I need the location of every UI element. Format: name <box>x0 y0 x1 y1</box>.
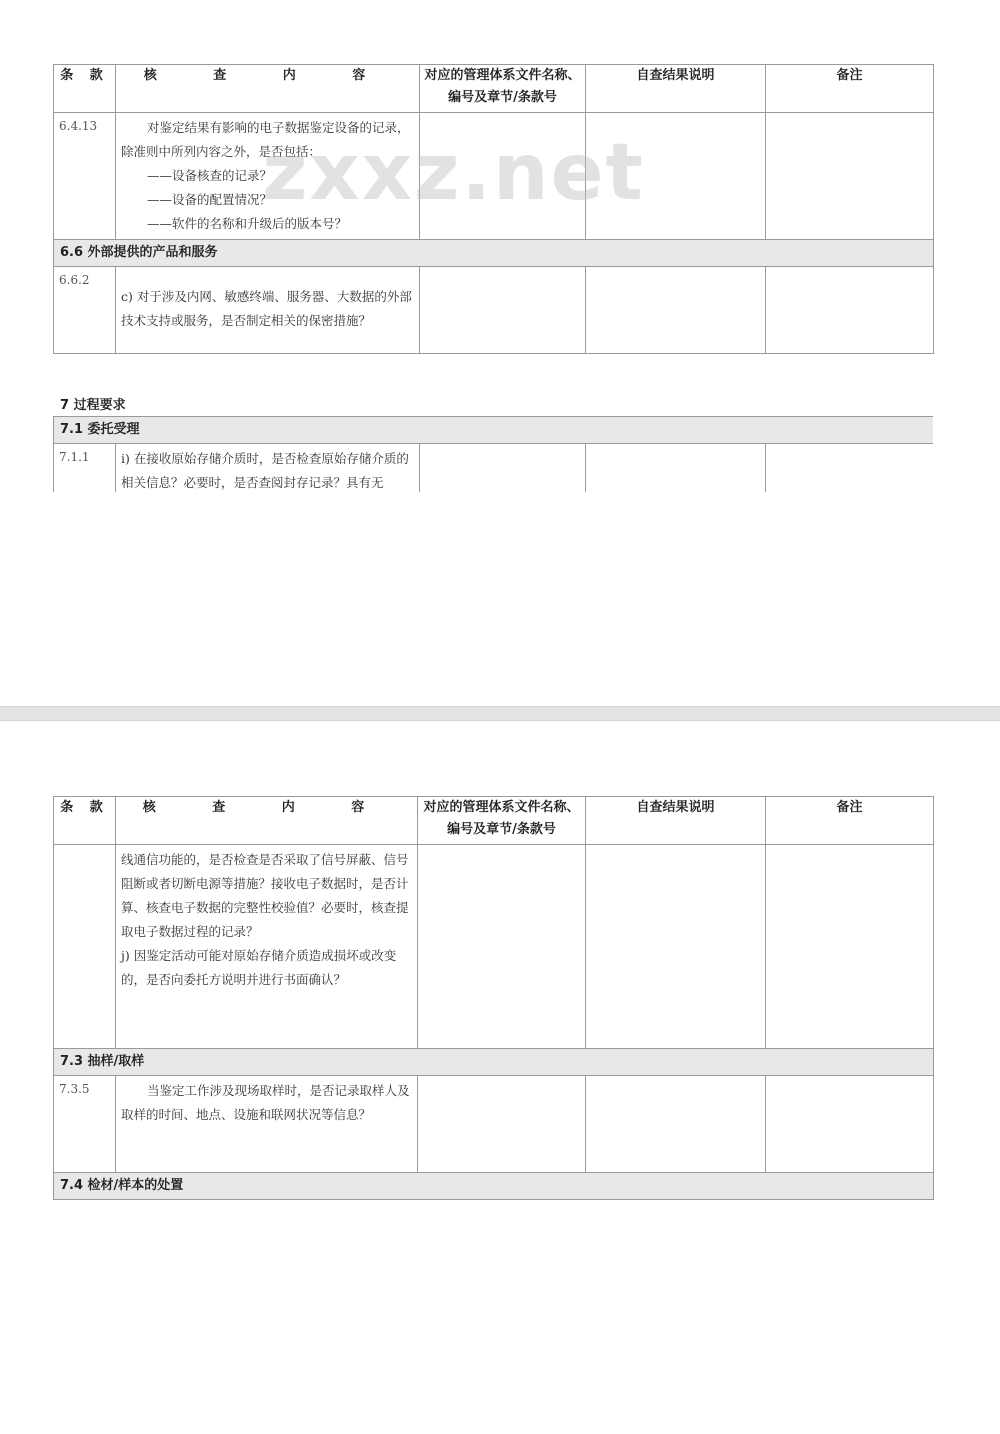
header-content: 核 查 内 容 <box>116 797 418 845</box>
document-page-1 <box>0 0 1000 706</box>
header-doc-ref-line2: 编号及章节/条款号 <box>448 90 557 105</box>
remark-cell[interactable] <box>766 444 934 493</box>
result-cell[interactable] <box>586 444 766 493</box>
check-content <box>116 444 420 493</box>
doc-ref-cell[interactable] <box>418 845 586 1049</box>
clause-number: 6.6.2 <box>54 267 116 354</box>
section-title: 6.6 外部提供的产品和服务 <box>54 240 934 267</box>
header-result: 自查结果说明 <box>586 797 766 845</box>
header-doc-ref <box>418 797 586 845</box>
doc-ref-cell[interactable] <box>420 113 586 240</box>
header-content: 核 查 内 容 <box>116 65 420 113</box>
watermark: zxxz.net <box>262 128 645 218</box>
header-clause: 条 款 <box>54 797 116 845</box>
remark-cell[interactable] <box>766 845 934 1049</box>
header-doc-ref-line2: 编号及章节/条款号 <box>447 822 556 837</box>
content-text: 线通信功能的，是否检查是否采取了信号屏蔽、信号阻断或者切断电源等措施？接收电子数据时，是否计算、核查电子数据的完整性校验值？必要时，核查提取电子数据过程的记录？ <box>121 852 409 939</box>
header-remark: 备注 <box>766 797 934 845</box>
clause-number: 7.1.1 <box>54 444 116 493</box>
table-fragment <box>53 416 933 492</box>
doc-ref-cell[interactable] <box>420 444 586 493</box>
result-cell[interactable] <box>586 267 766 354</box>
section-row <box>54 417 934 444</box>
header-remark: 备注 <box>766 65 934 113</box>
section-heading: 7 过程要求 <box>60 398 126 413</box>
section-row <box>54 1049 934 1076</box>
result-cell[interactable] <box>586 845 766 1049</box>
clause-number: 7.3.5 <box>54 1076 116 1173</box>
section-title: 7.3 抽样/取样 <box>54 1049 934 1076</box>
check-content <box>116 1076 418 1173</box>
checklist-table-page2 <box>53 796 934 1200</box>
header-result: 自查结果说明 <box>586 65 766 113</box>
clause-number <box>54 845 116 1049</box>
header-doc-ref-line1: 对应的管理体系文件名称、 <box>423 800 580 815</box>
document-page-2 <box>0 721 1000 1434</box>
table-row <box>54 113 934 240</box>
content-text: c) 对于涉及内网、敏感终端、服务器、大数据的外部技术支持或服务，是否制定相关的保密措施？ <box>121 289 412 328</box>
section-title: 7.4 检材/样本的处置 <box>54 1173 934 1200</box>
content-dash-item: ——软件的名称和升级后的版本号？ <box>147 216 348 231</box>
checklist-table-page1-continued <box>53 416 933 492</box>
remark-cell[interactable] <box>766 113 934 240</box>
result-cell[interactable] <box>586 1076 766 1173</box>
content-text: i) 在接收原始存储介质时，是否检查原始存储介质的相关信息？必要时，是否查阅封存记录？具有无 <box>121 451 409 490</box>
content-dash-item: ——设备的配置情况？ <box>147 192 273 207</box>
header-doc-ref-line1: 对应的管理体系文件名称、 <box>424 68 581 83</box>
check-content <box>116 267 420 354</box>
section-row <box>54 240 934 267</box>
content-text: j) 因鉴定活动可能对原始存储介质造成损坏或改变的，是否向委托方说明并进行书面确认？ <box>121 948 397 987</box>
table-row <box>54 444 934 493</box>
table-header-row <box>54 65 934 113</box>
doc-ref-cell[interactable] <box>418 1076 586 1173</box>
section-title: 7.1 委托受理 <box>54 417 934 444</box>
clause-number: 6.4.13 <box>54 113 116 240</box>
check-content <box>116 845 418 1049</box>
section-row <box>54 1173 934 1200</box>
header-clause: 条 款 <box>54 65 116 113</box>
remark-cell[interactable] <box>766 1076 934 1173</box>
table-row <box>54 845 934 1049</box>
content-text: 对鉴定结果有影响的电子数据鉴定设备的记录，除准则中所列内容之外，是否包括： <box>121 120 410 159</box>
doc-ref-cell[interactable] <box>420 267 586 354</box>
content-dash-item: ——设备核查的记录？ <box>147 168 273 183</box>
table-header-row <box>54 797 934 845</box>
checklist-table-page1 <box>53 64 934 354</box>
content-text: 当鉴定工作涉及现场取样时，是否记录取样人及取样的时间、地点、设施和联网状况等信息？ <box>121 1083 410 1122</box>
page-separator <box>0 706 1000 721</box>
table-row <box>54 267 934 354</box>
table-row <box>54 1076 934 1173</box>
check-content <box>116 113 420 240</box>
result-cell[interactable] <box>586 113 766 240</box>
header-doc-ref <box>420 65 586 113</box>
remark-cell[interactable] <box>766 267 934 354</box>
